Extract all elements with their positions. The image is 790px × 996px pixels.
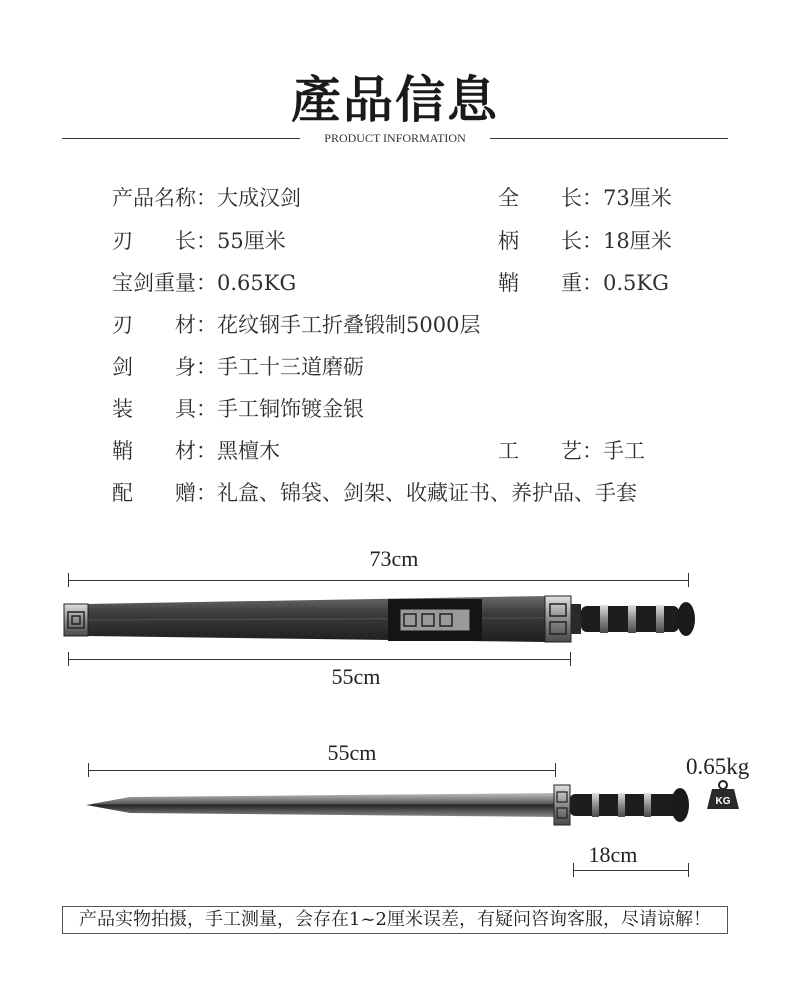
- weight-label: 0.65kg: [686, 754, 750, 779]
- spec-name: [112, 186, 301, 210]
- disclaimer-text: 产品实物拍摄，手工测量，会存在1~2厘米误差，有疑问咨询客服，尽请谅解！: [79, 909, 711, 930]
- spec-value: 礼盒、锦袋、剑架、收藏证书、养护品、手套: [217, 481, 637, 505]
- spec-value: 73厘米: [603, 186, 672, 210]
- dimension-tick: [555, 763, 556, 777]
- dimension-tick: [68, 652, 69, 666]
- handle-length-line: [573, 870, 689, 871]
- spec-label: 全 长：: [498, 186, 603, 210]
- spec-label: 配 赠：: [112, 481, 217, 505]
- weight-icon: [706, 780, 740, 810]
- spec-value: 0.5KG: [603, 271, 669, 295]
- dimension-tick: [570, 652, 571, 666]
- spec-value: 18厘米: [603, 229, 672, 253]
- spec-fittings: [112, 397, 364, 421]
- spec-sword-weight: [112, 271, 296, 295]
- spec-gifts: [112, 481, 637, 505]
- bare-sword-image: [0, 780, 700, 830]
- blade-length-line: [88, 770, 556, 771]
- spec-sheath-weight: [498, 271, 669, 295]
- spec-blade-length: [112, 229, 286, 253]
- dimension-tick: [88, 763, 89, 777]
- spec-value: 手工: [603, 439, 645, 463]
- total-length-label: 73cm: [369, 546, 419, 571]
- spec-value: 黑檀木: [217, 439, 280, 463]
- spec-label: 刃 长：: [112, 229, 217, 253]
- dimension-tick: [68, 573, 69, 587]
- spec-value: 花纹钢手工折叠锻制5000层: [217, 313, 481, 337]
- sheathed-sword-image: [0, 590, 790, 650]
- page-subtitle: PRODUCT INFORMATION: [324, 131, 466, 145]
- spec-label: 剑 身：: [112, 355, 217, 379]
- spec-sheath-material: [112, 439, 280, 463]
- spec-handle-length: [498, 229, 672, 253]
- weight-icon-text: KG: [715, 796, 731, 807]
- spec-label: 工 艺：: [498, 439, 603, 463]
- spec-label: 柄 长：: [498, 229, 603, 253]
- spec-craft: [498, 439, 645, 463]
- spec-label: 鞘 重：: [498, 271, 603, 295]
- spec-value: 大成汉剑: [217, 186, 301, 210]
- spec-value: 手工铜饰镀金银: [217, 397, 364, 421]
- handle-length-label: 18cm: [588, 842, 638, 867]
- spec-label: 鞘 材：: [112, 439, 217, 463]
- dimension-tick: [688, 863, 689, 877]
- dimension-tick: [573, 863, 574, 877]
- spec-label: 刃 材：: [112, 313, 217, 337]
- spec-value: 0.65KG: [217, 271, 297, 295]
- spec-label: 装 具：: [112, 397, 217, 421]
- spec-label: 产品名称：: [112, 186, 217, 210]
- blade-length-label: 55cm: [327, 740, 377, 765]
- spec-label: 宝剑重量：: [112, 271, 217, 295]
- spec-value: 手工十三道磨砺: [217, 355, 364, 379]
- disclaimer-box: [62, 906, 728, 934]
- spec-total-length: [498, 186, 672, 210]
- total-length-line: [68, 580, 689, 581]
- spec-value: 55厘米: [217, 229, 286, 253]
- spec-blade-material: [112, 313, 480, 337]
- sheath-blade-line: [68, 659, 571, 660]
- page-title: 產品信息: [291, 70, 499, 129]
- spec-blade-body: [112, 355, 364, 379]
- dimension-tick: [688, 573, 689, 587]
- title-divider-left: [62, 138, 300, 139]
- title-divider-right: [490, 138, 728, 139]
- sheath-blade-label: 55cm: [331, 664, 381, 689]
